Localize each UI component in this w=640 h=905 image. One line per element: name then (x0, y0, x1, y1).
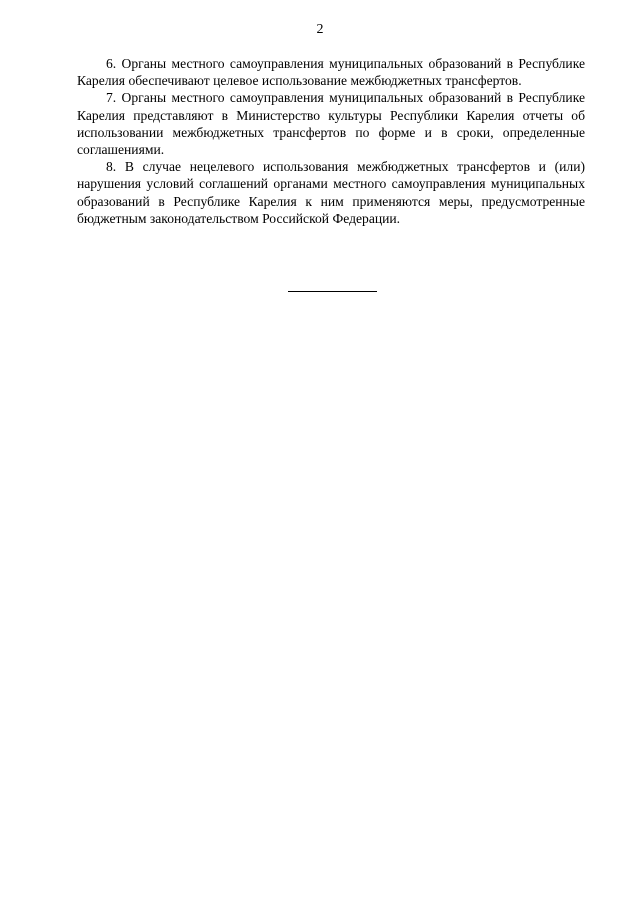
paragraph-6: 6. Органы местного самоуправления муниципальных образований в Республике Карелия обеспечивают целевое использование межбюджетных трансфертов. (77, 56, 585, 89)
document-body (77, 55, 585, 227)
page-number: 2 (316, 22, 324, 37)
end-separator-line (288, 291, 377, 292)
paragraph-7: 7. Органы местного самоуправления муниципальных образований в Республике Карелия представляют в Министерство культуры Республики Карелия отчеты об использовании межбюджетных трансфертов по форме и в сроки, определенные соглашениями. (77, 90, 585, 158)
paragraph-8: 8. В случае нецелевого использования межбюджетных трансфертов и (или) нарушения условий соглашений органами местного самоуправления муниципальных образований в Республике Карелия к ним применяются меры, предусмотренные бюджетным законодательством Российской Федерации. (77, 159, 585, 226)
